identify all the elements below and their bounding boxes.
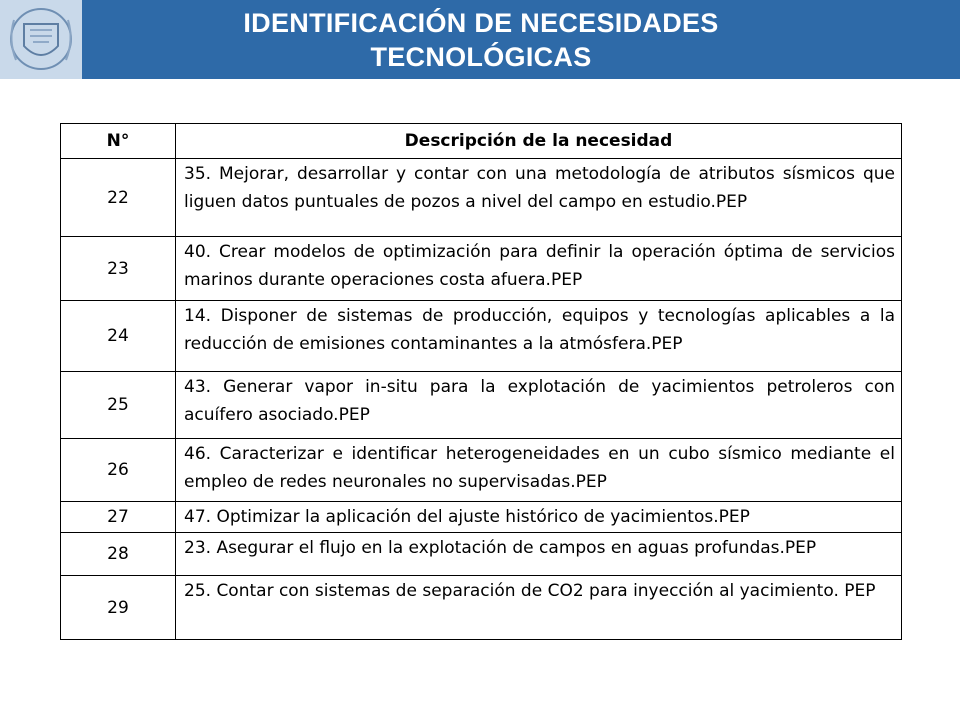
row-description: 25. Contar con sistemas de separación de CO2 para inyección al yacimiento. PEP [176,576,902,640]
row-number: 25 [61,372,176,439]
row-number: 24 [61,301,176,372]
title-line-1: IDENTIFICACIÓN DE NECESIDADES [243,8,719,38]
row-description: 14. Disponer de sistemas de producción, equipos y tecnologías aplicables a la reducción de emisiones contaminantes a la atmósfera.PEP [176,301,902,372]
title-line-2: TECNOLÓGICAS [370,42,592,72]
column-header-number: N° [61,124,176,159]
table-row [61,439,902,502]
row-description: 40. Crear modelos de optimización para definir la operación óptima de servicios marinos durante operaciones costa afuera.PEP [176,237,902,301]
table-row [61,533,902,576]
table-row [61,159,902,237]
table-row [61,237,902,301]
row-number: 27 [61,502,176,533]
row-number: 22 [61,159,176,237]
row-number: 28 [61,533,176,576]
row-number: 29 [61,576,176,640]
row-number: 26 [61,439,176,502]
page-title [82,6,960,74]
row-description: 47. Optimizar la aplicación del ajuste histórico de yacimientos.PEP [176,502,902,533]
row-number: 23 [61,237,176,301]
table-row [61,502,902,533]
university-crest-icon [0,0,82,79]
row-description: 23. Asegurar el flujo en la explotación de campos en aguas profundas.PEP [176,533,902,576]
table-row [61,372,902,439]
table-row [61,576,902,640]
row-description: 35. Mejorar, desarrollar y contar con una metodología de atributos sísmicos que liguen datos puntuales de pozos a nivel del campo en estudio.PEP [176,159,902,237]
row-description: 46. Caracterizar e identificar heterogeneidades en un cubo sísmico mediante el empleo de redes neuronales no supervisadas.PEP [176,439,902,502]
header-bar [0,0,960,79]
column-header-description: Descripción de la necesidad [176,124,902,159]
table-row [61,301,902,372]
row-description: 43. Generar vapor in-situ para la explotación de yacimientos petroleros con acuífero asociado.PEP [176,372,902,439]
table-header-row [61,124,902,159]
needs-table [60,123,902,640]
